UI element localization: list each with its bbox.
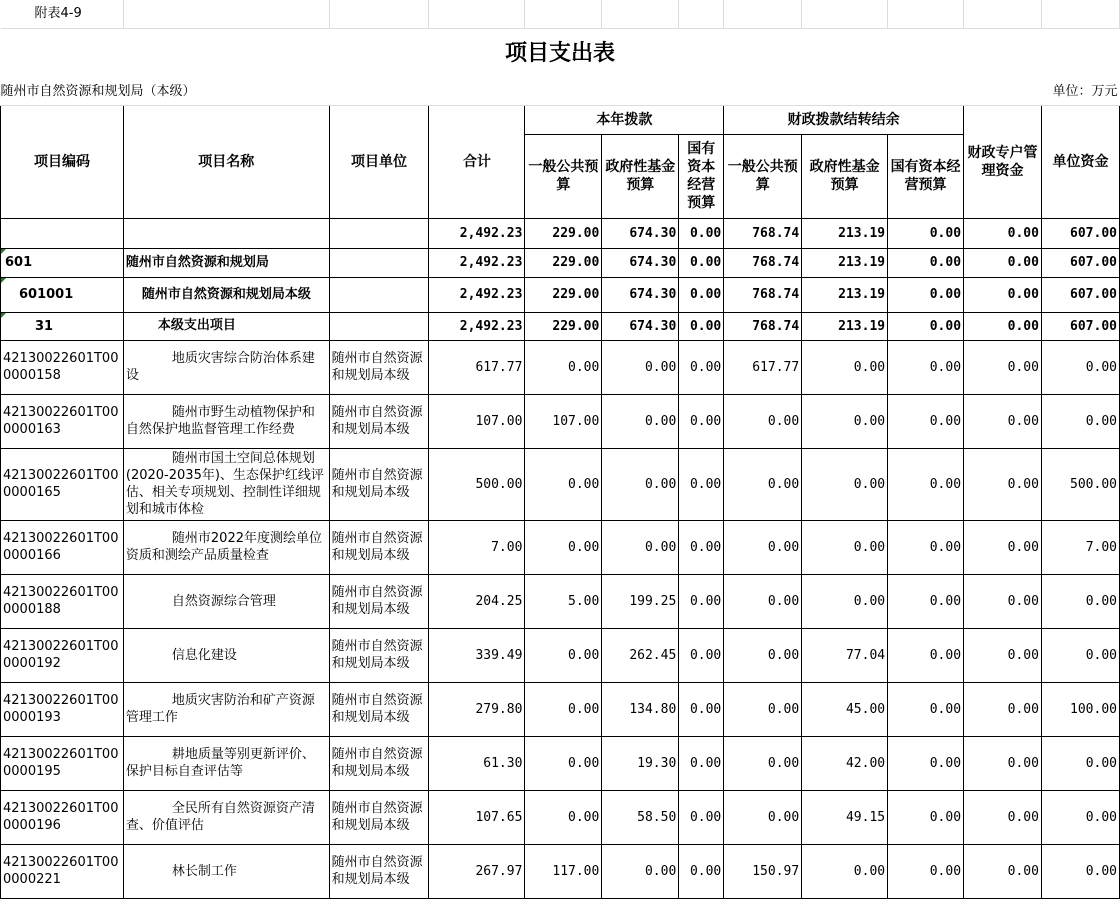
summary-code xyxy=(1,218,124,248)
gov-fund-cell: 58.50 xyxy=(602,790,679,844)
summary-name xyxy=(123,218,329,248)
general-public-carryover-cell: 0.00 xyxy=(724,682,802,736)
general-public-cell: 0.00 xyxy=(525,682,602,736)
header-own-funds: 单位资金 xyxy=(1041,105,1119,218)
header-total: 合计 xyxy=(429,105,525,218)
general-public-cell: 5.00 xyxy=(525,574,602,628)
table-row xyxy=(1,682,1120,736)
general-public-cell: 0.00 xyxy=(525,448,602,520)
summary-state-capital-carryover-cell: 0.00 xyxy=(888,248,964,277)
table-row xyxy=(1,736,1120,790)
gov-fund-carryover-cell: 45.00 xyxy=(802,682,888,736)
header-unit: 项目单位 xyxy=(329,105,429,218)
header-special-account: 财政专户管理资金 xyxy=(964,105,1042,218)
project-unit: 随州市自然资源和规划局本级 xyxy=(329,628,429,682)
general-public-cell: 0.00 xyxy=(525,340,602,394)
general-public-carryover-cell: 0.00 xyxy=(724,394,802,448)
state-capital-carryover-cell: 0.00 xyxy=(888,574,964,628)
state-capital-cell: 0.00 xyxy=(679,574,724,628)
total-cell: 61.30 xyxy=(429,736,525,790)
general-public-carryover-cell: 150.97 xyxy=(724,844,802,898)
project-code: 42130022601T000000195 xyxy=(1,736,124,790)
summary-gov-fund-carryover-cell: 213.19 xyxy=(802,218,888,248)
header-name: 项目名称 xyxy=(123,105,329,218)
own-funds-cell: 500.00 xyxy=(1041,448,1119,520)
project-name: 随州市野生动植物保护和自然保护地监督管理工作经费 xyxy=(123,394,329,448)
project-code: 42130022601T000000196 xyxy=(1,790,124,844)
project-name: 地质灾害防治和矿产资源管理工作 xyxy=(123,682,329,736)
general-public-cell: 0.00 xyxy=(525,790,602,844)
project-name: 信息化建设 xyxy=(123,628,329,682)
table-row xyxy=(1,574,1120,628)
header-gov-fund: 政府性基金预算 xyxy=(602,134,679,218)
special-account-cell: 0.00 xyxy=(964,394,1042,448)
state-capital-cell: 0.00 xyxy=(679,844,724,898)
gov-fund-carryover-cell: 77.04 xyxy=(802,628,888,682)
special-account-cell: 0.00 xyxy=(964,520,1042,574)
gov-fund-cell: 0.00 xyxy=(602,394,679,448)
summary-code: 601 xyxy=(1,248,124,277)
gov-fund-carryover-cell: 42.00 xyxy=(802,736,888,790)
summary-gov-fund-carryover-cell: 213.19 xyxy=(802,312,888,340)
total-cell: 500.00 xyxy=(429,448,525,520)
special-account-cell: 0.00 xyxy=(964,628,1042,682)
own-funds-cell: 0.00 xyxy=(1041,574,1119,628)
project-code: 42130022601T000000158 xyxy=(1,340,124,394)
general-public-cell: 117.00 xyxy=(525,844,602,898)
summary-state-capital-cell: 0.00 xyxy=(679,218,724,248)
state-capital-carryover-cell: 0.00 xyxy=(888,340,964,394)
header-general-public-carryover: 一般公共预算 xyxy=(724,134,802,218)
project-name: 随州市国土空间总体规划(2020-2035年)、生态保护红线评估、相关专项规划、控制性详细规划和城市体检 xyxy=(123,448,329,520)
project-code: 42130022601T000000193 xyxy=(1,682,124,736)
summary-gov-fund-cell: 674.30 xyxy=(602,248,679,277)
summary-name: 本级支出项目 xyxy=(123,312,329,340)
state-capital-cell: 0.00 xyxy=(679,340,724,394)
general-public-cell: 0.00 xyxy=(525,736,602,790)
summary-gov-fund-cell: 674.30 xyxy=(602,277,679,312)
own-funds-cell: 0.00 xyxy=(1041,628,1119,682)
table-row xyxy=(1,628,1120,682)
general-public-carryover-cell: 0.00 xyxy=(724,574,802,628)
summary-unit xyxy=(329,218,429,248)
table-row xyxy=(1,340,1120,394)
state-capital-carryover-cell: 0.00 xyxy=(888,736,964,790)
gov-fund-carryover-cell: 0.00 xyxy=(802,574,888,628)
state-capital-cell: 0.00 xyxy=(679,448,724,520)
page-title: 项目支出表 xyxy=(504,40,615,66)
summary-own-funds-cell: 607.00 xyxy=(1041,218,1119,248)
total-cell: 279.80 xyxy=(429,682,525,736)
gov-fund-carryover-cell: 0.00 xyxy=(802,844,888,898)
project-code: 42130022601T000000192 xyxy=(1,628,124,682)
project-name: 地质灾害综合防治体系建设 xyxy=(123,340,329,394)
header-current-year: 本年拨款 xyxy=(525,105,724,134)
project-unit: 随州市自然资源和规划局本级 xyxy=(329,790,429,844)
summary-state-capital-carryover-cell: 0.00 xyxy=(888,218,964,248)
summary-unit xyxy=(329,277,429,312)
project-code: 42130022601T000000221 xyxy=(1,844,124,898)
project-unit: 随州市自然资源和规划局本级 xyxy=(329,340,429,394)
summary-row xyxy=(1,312,1120,340)
state-capital-carryover-cell: 0.00 xyxy=(888,520,964,574)
summary-total-cell: 2,492.23 xyxy=(429,312,525,340)
summary-general-public-carryover-cell: 768.74 xyxy=(724,277,802,312)
summary-general-public-carryover-cell: 768.74 xyxy=(724,312,802,340)
summary-state-capital-cell: 0.00 xyxy=(679,248,724,277)
summary-own-funds-cell: 607.00 xyxy=(1041,312,1119,340)
general-public-cell: 0.00 xyxy=(525,628,602,682)
header-code: 项目编码 xyxy=(1,105,124,218)
gov-fund-cell: 0.00 xyxy=(602,520,679,574)
gov-fund-carryover-cell: 0.00 xyxy=(802,448,888,520)
project-name: 耕地质量等别更新评价、保护目标自查评估等 xyxy=(123,736,329,790)
state-capital-carryover-cell: 0.00 xyxy=(888,844,964,898)
total-cell: 107.00 xyxy=(429,394,525,448)
summary-gov-fund-cell: 674.30 xyxy=(602,312,679,340)
table-row xyxy=(1,844,1120,898)
summary-total-cell: 2,492.23 xyxy=(429,277,525,312)
state-capital-cell: 0.00 xyxy=(679,682,724,736)
project-code: 42130022601T000000163 xyxy=(1,394,124,448)
total-cell: 107.65 xyxy=(429,790,525,844)
gov-fund-carryover-cell: 0.00 xyxy=(802,520,888,574)
project-unit: 随州市自然资源和规划局本级 xyxy=(329,682,429,736)
gov-fund-cell: 199.25 xyxy=(602,574,679,628)
gov-fund-carryover-cell: 0.00 xyxy=(802,340,888,394)
summary-gov-fund-cell: 674.30 xyxy=(602,218,679,248)
summary-general-public-carryover-cell: 768.74 xyxy=(724,248,802,277)
header-state-capital: 国有资本经营预算 xyxy=(679,134,724,218)
project-unit: 随州市自然资源和规划局本级 xyxy=(329,394,429,448)
project-name: 自然资源综合管理 xyxy=(123,574,329,628)
project-name: 全民所有自然资源资产清查、价值评估 xyxy=(123,790,329,844)
summary-state-capital-carryover-cell: 0.00 xyxy=(888,277,964,312)
special-account-cell: 0.00 xyxy=(964,736,1042,790)
state-capital-cell: 0.00 xyxy=(679,790,724,844)
own-funds-cell: 0.00 xyxy=(1041,844,1119,898)
gov-fund-cell: 0.00 xyxy=(602,340,679,394)
gov-fund-carryover-cell: 0.00 xyxy=(802,394,888,448)
table-row xyxy=(1,448,1120,520)
summary-row xyxy=(1,218,1120,248)
summary-state-capital-cell: 0.00 xyxy=(679,312,724,340)
own-funds-cell: 0.00 xyxy=(1041,790,1119,844)
summary-state-capital-cell: 0.00 xyxy=(679,277,724,312)
summary-name: 随州市自然资源和规划局 xyxy=(123,248,329,277)
total-cell: 204.25 xyxy=(429,574,525,628)
summary-unit xyxy=(329,312,429,340)
state-capital-carryover-cell: 0.00 xyxy=(888,628,964,682)
own-funds-cell: 0.00 xyxy=(1041,736,1119,790)
summary-total-cell: 2,492.23 xyxy=(429,218,525,248)
general-public-carryover-cell: 0.00 xyxy=(724,520,802,574)
gov-fund-cell: 134.80 xyxy=(602,682,679,736)
total-cell: 7.00 xyxy=(429,520,525,574)
general-public-carryover-cell: 617.77 xyxy=(724,340,802,394)
summary-special-account-cell: 0.00 xyxy=(964,248,1042,277)
special-account-cell: 0.00 xyxy=(964,790,1042,844)
unit-label: 单位：万元 xyxy=(679,78,1120,105)
general-public-carryover-cell: 0.00 xyxy=(724,448,802,520)
own-funds-cell: 0.00 xyxy=(1041,340,1119,394)
summary-code: 31 xyxy=(1,312,124,340)
own-funds-cell: 7.00 xyxy=(1041,520,1119,574)
summary-row xyxy=(1,277,1120,312)
special-account-cell: 0.00 xyxy=(964,340,1042,394)
summary-name: 随州市自然资源和规划局本级 xyxy=(123,277,329,312)
special-account-cell: 0.00 xyxy=(964,574,1042,628)
general-public-carryover-cell: 0.00 xyxy=(724,736,802,790)
summary-general-public-cell: 229.00 xyxy=(525,218,602,248)
state-capital-carryover-cell: 0.00 xyxy=(888,790,964,844)
summary-special-account-cell: 0.00 xyxy=(964,277,1042,312)
special-account-cell: 0.00 xyxy=(964,682,1042,736)
total-cell: 617.77 xyxy=(429,340,525,394)
special-account-cell: 0.00 xyxy=(964,448,1042,520)
project-name: 林长制工作 xyxy=(123,844,329,898)
summary-general-public-cell: 229.00 xyxy=(525,248,602,277)
project-code: 42130022601T000000165 xyxy=(1,448,124,520)
project-code: 42130022601T000000166 xyxy=(1,520,124,574)
state-capital-carryover-cell: 0.00 xyxy=(888,448,964,520)
header-state-capital-carryover: 国有资本经营预算 xyxy=(888,134,964,218)
summary-own-funds-cell: 607.00 xyxy=(1041,277,1119,312)
state-capital-carryover-cell: 0.00 xyxy=(888,682,964,736)
project-code: 42130022601T000000188 xyxy=(1,574,124,628)
general-public-carryover-cell: 0.00 xyxy=(724,628,802,682)
summary-unit xyxy=(329,248,429,277)
summary-row xyxy=(1,248,1120,277)
general-public-cell: 107.00 xyxy=(525,394,602,448)
table-number: 附表4-9 xyxy=(1,0,124,28)
summary-general-public-carryover-cell: 768.74 xyxy=(724,218,802,248)
table-row xyxy=(1,790,1120,844)
project-unit: 随州市自然资源和规划局本级 xyxy=(329,448,429,520)
general-public-cell: 0.00 xyxy=(525,520,602,574)
state-capital-cell: 0.00 xyxy=(679,736,724,790)
summary-gov-fund-carryover-cell: 213.19 xyxy=(802,248,888,277)
summary-special-account-cell: 0.00 xyxy=(964,218,1042,248)
header-gov-fund-carryover: 政府性基金预算 xyxy=(802,134,888,218)
summary-gov-fund-carryover-cell: 213.19 xyxy=(802,277,888,312)
table-row xyxy=(1,394,1120,448)
total-cell: 339.49 xyxy=(429,628,525,682)
own-funds-cell: 100.00 xyxy=(1041,682,1119,736)
gov-fund-cell: 262.45 xyxy=(602,628,679,682)
gov-fund-cell: 0.00 xyxy=(602,844,679,898)
gov-fund-cell: 19.30 xyxy=(602,736,679,790)
gov-fund-carryover-cell: 49.15 xyxy=(802,790,888,844)
special-account-cell: 0.00 xyxy=(964,844,1042,898)
organization-name: 随州市自然资源和规划局（本级） xyxy=(1,78,679,105)
header-carryover: 财政拨款结转结余 xyxy=(724,105,964,134)
own-funds-cell: 0.00 xyxy=(1041,394,1119,448)
gov-fund-cell: 0.00 xyxy=(602,448,679,520)
project-name: 随州市2022年度测绘单位资质和测绘产品质量检查 xyxy=(123,520,329,574)
summary-total-cell: 2,492.23 xyxy=(429,248,525,277)
general-public-carryover-cell: 0.00 xyxy=(724,790,802,844)
table-row xyxy=(1,520,1120,574)
state-capital-cell: 0.00 xyxy=(679,520,724,574)
project-unit: 随州市自然资源和规划局本级 xyxy=(329,574,429,628)
project-unit: 随州市自然资源和规划局本级 xyxy=(329,520,429,574)
summary-code: 601001 xyxy=(1,277,124,312)
summary-own-funds-cell: 607.00 xyxy=(1041,248,1119,277)
summary-general-public-cell: 229.00 xyxy=(525,277,602,312)
total-cell: 267.97 xyxy=(429,844,525,898)
state-capital-cell: 0.00 xyxy=(679,394,724,448)
header-general-public: 一般公共预算 xyxy=(525,134,602,218)
state-capital-carryover-cell: 0.00 xyxy=(888,394,964,448)
summary-general-public-cell: 229.00 xyxy=(525,312,602,340)
project-unit: 随州市自然资源和规划局本级 xyxy=(329,736,429,790)
state-capital-cell: 0.00 xyxy=(679,628,724,682)
project-unit: 随州市自然资源和规划局本级 xyxy=(329,844,429,898)
summary-special-account-cell: 0.00 xyxy=(964,312,1042,340)
summary-state-capital-carryover-cell: 0.00 xyxy=(888,312,964,340)
